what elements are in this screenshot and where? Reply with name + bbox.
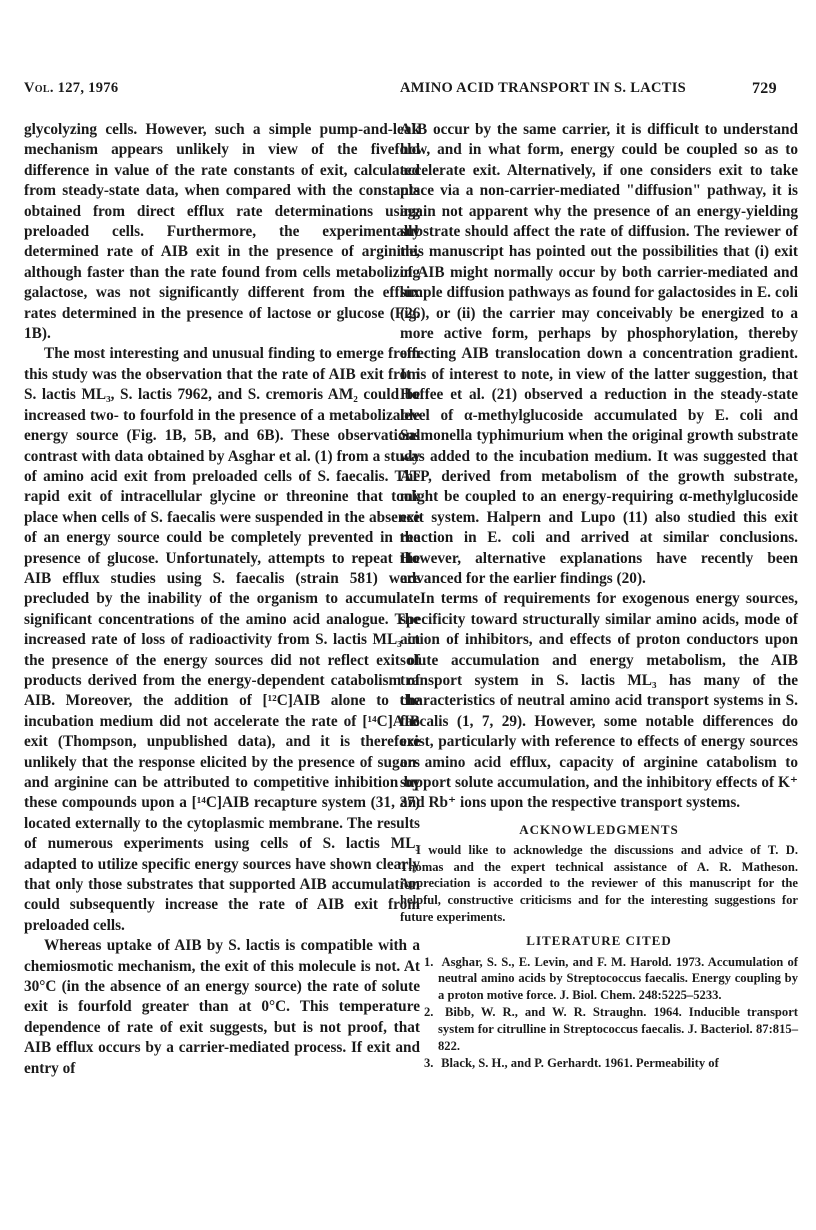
reference-item: 2. Bibb, W. R., and W. R. Straughn. 1964. Inducible transport system for citrulline in Streptococcus faecalis. J. Bacteriol. 87:815–822.	[424, 1005, 798, 1053]
right-column	[400, 120, 798, 1073]
left-paragraph-1: glycolyzing cells. However, such a simple pump-and-leak mechanism appears unlikely in view of the fivefold difference in value of the rate constants of exit, calculated from steady-state data, when compared with the constants obtained from direct efflux rate determinations using preloaded cells. Furthermore, the experimentally determined rate of AIB exit in the presence of arginine, although faster than the rate found from cells metabolizing galactose, was not significantly different from the efflux rates determined in the presence of lactose or glucose (Fig. 1B).	[24, 121, 420, 343]
reference-item: 1. Asghar, S. S., E. Levin, and F. M. Harold. 1973. Accumulation of neutral amino acids by Streptococcus faecalis. Energy coupling by a proton motive force. J. Biol. Chem. 248:5225–5233.	[424, 954, 798, 1002]
volume-header: Vol. 127, 1976	[24, 80, 119, 96]
acknowledgments-heading: ACKNOWLEDGMENTS	[519, 821, 679, 837]
left-paragraph-3: Whereas uptake of AIB by S. lactis is compatible with a chemiosmotic mechanism, the exit of this molecule is not. At 30°C (in the absence of an energy source) the rate of solute exit is fourfold greater than at 0°C. This temperature dependence of rate of exit suggests, but is not proof, that AIB efflux occurs by a carrier-mediated process. If exit and entry of	[24, 937, 420, 1077]
left-column	[24, 120, 420, 1079]
page-number: 729	[752, 80, 777, 97]
literature-cited-heading: LITERATURE CITED	[526, 933, 672, 949]
right-paragraph-1: AIB occur by the same carrier, it is difficult to understand how, and in what form, energy could be coupled so as to accelerate exit. Alternatively, if one considers exit to take place via a non-carrier-mediated "diffusion" pathway, it is again not apparent why the presence of an energy-yielding substrate should affect the rate of diffusion. The reviewer of this manuscript has pointed out the possibilities that (i) exit of AIB might normally occur by both carrier-mediated and simple diffusion pathways as found for galactosides in E. coli (26), or (ii) the carrier may conceivably be energized to a more active form, perhaps by phosphorylation, thereby effecting AIB translocation down a concentration gradient. It is of interest to note, in view of the latter suggestion, that Hoffee et al. (21) observed a reduction in the steady-state level of α-methylglucoside accumulated by E. coli and Salmonella typhimurium when the original growth substrate was added to the incubation medium. It was suggested that ATP, derived from metabolism of the growth substrate, might be coupled to an energy-requiring α-methylglucoside exit system. Halpern and Lupo (11) also studied this exit reaction in E. coli and arrived at similar conclusions. However, alternative explanations have recently been advanced for the earlier findings (20).	[400, 121, 798, 587]
acknowledgments-text: I would like to acknowledge the discussions and advice of T. D. Thomas and the expert technical assistance of A. R. Matheson. Appreciation is accorded to the reviewer of this manuscript for the helpful, constructive criticisms and for the interesting suggestions for future experiments.	[400, 843, 798, 924]
reference-list	[400, 954, 798, 1072]
reference-item: 3. Black, S. H., and P. Gerhardt. 1961. Permeability of	[424, 1056, 719, 1071]
running-title: AMINO ACID TRANSPORT IN S. LACTIS	[400, 80, 687, 96]
right-paragraph-2: In terms of requirements for exogenous energy sources, specificity toward structurally similar amino acids, mode of action of inhibitors, and effects of proton conductors upon solute accumulation and energy metabolism, the AIB transport system in S. lactis ML₃ has many of the characteristics of neutral amino acid transport systems in S. faecalis (1, 7, 29). However, some notable differences do exist, particularly with reference to effects of energy sources on amino acid efflux, capacity of arginine catabolism to support solute accumulation, and the inhibitory effects of K⁺ and Rb⁺ ions upon the respective transport systems.	[400, 590, 798, 812]
left-paragraph-2: The most interesting and unusual finding to emerge from this study was the observation that the rate of AIB exit from S. lactis ML₃, S. lactis 7962, and S. cremoris AM₂ could be increased two- to fourfold in the presence of a metabolizable energy source (Fig. 1B, 5B, and 6B). These observations contrast with data obtained by Asghar et al. (1) from a study of amino acid exit from preloaded cells of S. faecalis. The rapid exit of intracellular glycine or threonine that took place when cells of S. faecalis were suspended in the absence of an energy source could be completely prevented in the presence of glucose. Unfortunately, attempts to repeat the AIB efflux studies using S. faecalis (strain 581) were precluded by the inability of the organism to accumulate significant concentrations of the amino acid analogue. The increased rate of loss of radioactivity from S. lactis ML₃ in the presence of the energy sources did not reflect exit of products derived from the energy-dependent catabolism of AIB. Moreover, the addition of [¹²C]AIB alone to the incubation medium did not accelerate the rate of [¹⁴C]AIB exit (Thompson, unpublished data), and it is therefore unlikely that the response elicited by the presence of sugars and arginine can be attributed to competitive inhibition by these compounds upon a [¹⁴C]AIB recapture system (31, 37) located externally to the cytoplasmic membrane. The results of numerous experiments using cells of S. lactis ML₃ adapted to utilize specific energy sources have shown clearly that only those substrates that supported AIB accumulation could subsequently increase the rate of AIB exit from preloaded cells.	[24, 345, 420, 934]
